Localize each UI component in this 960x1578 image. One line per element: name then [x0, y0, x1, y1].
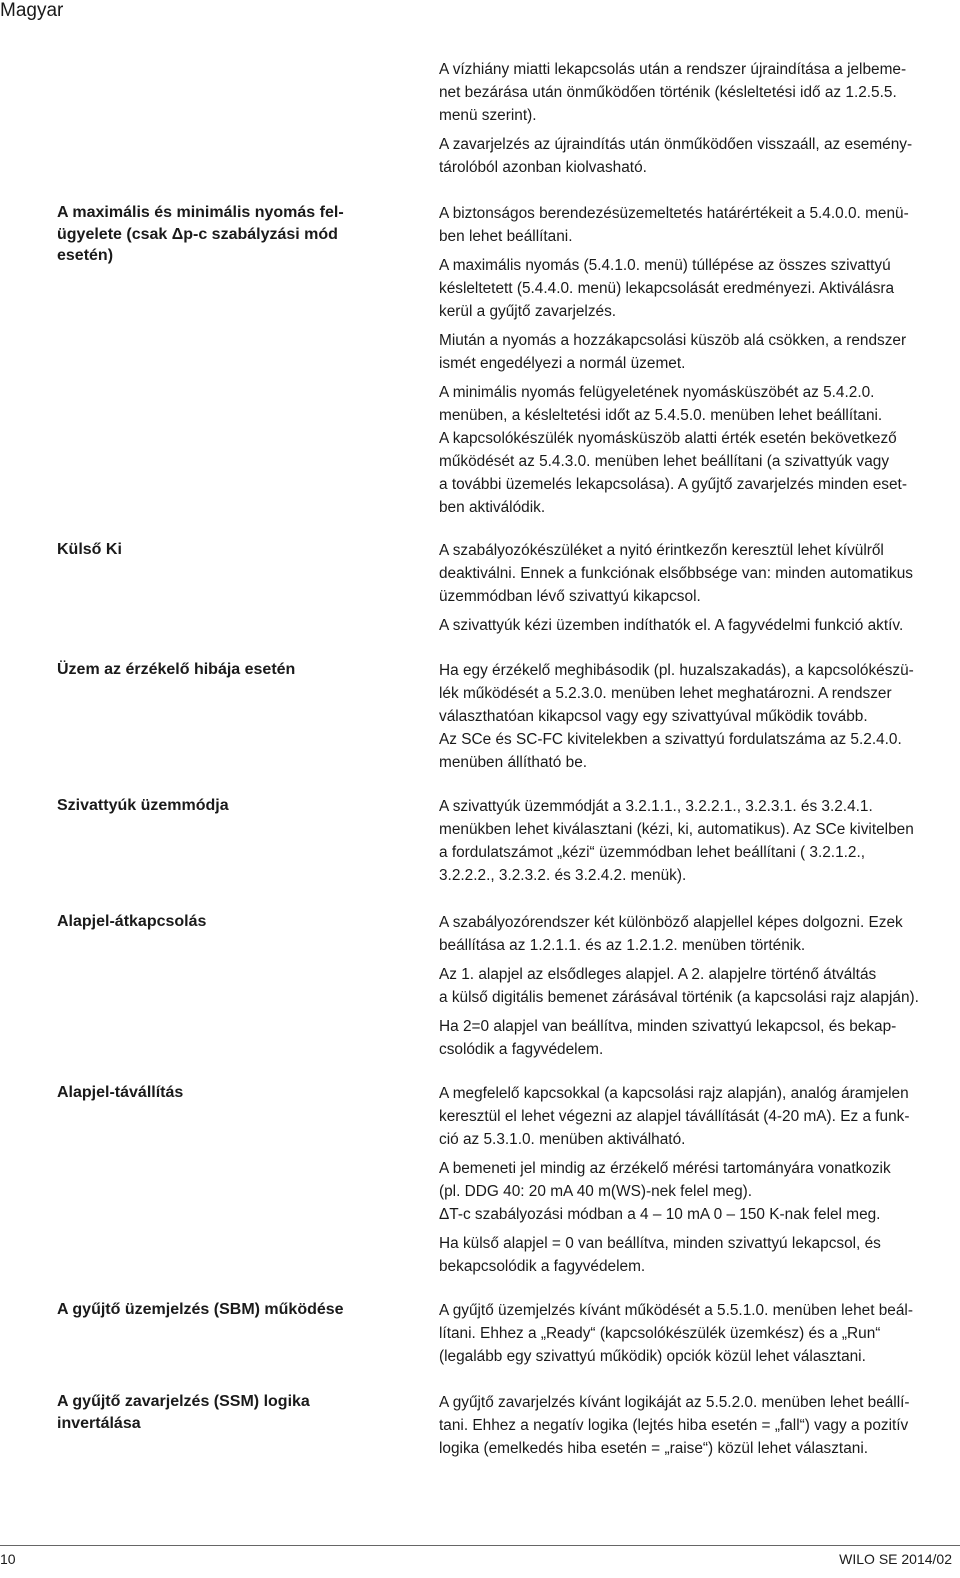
section-text: [439, 795, 955, 887]
section-paragraph: Ha külső alapjel = 0 van beállítva, minden szivattyú lekapcsol, és bekapcsolódik a fagyvédelem.: [439, 1235, 881, 1275]
section-label: A maximális és minimális nyomás fel- ügyelete (csak Δp-c szabályzási mód esetén): [57, 204, 344, 264]
intro-paragraph: A zavarjelzés az újraindítás után önműködően visszaáll, az esemény- tárolóból azonban kiolvasható.: [439, 136, 913, 176]
section-paragraph: Ha 2=0 alapjel van beállítva, minden szivattyú lekapcsol, és bekap- csolódik a fagyvédelem.: [439, 1018, 897, 1058]
intro-text: [439, 58, 955, 179]
language-header: Magyar: [0, 0, 64, 21]
section-label: Alapjel-távállítás: [57, 1084, 184, 1101]
section-paragraph: Az 1. alapjel az elsődleges alapjel. A 2. alapjelre történő átváltás a külső digitális bemenet zárásával történik (a kapcsolási rajz alapján).: [439, 966, 919, 1006]
section-paragraph: A szabályozókészüléket a nyitó érintkezőn keresztül lehet kívülről deaktiválni. Ennek a funkciónak elsőbbsége van: minden automatikus üzemmódban lévő szivattyú kikapcsol.: [439, 542, 913, 605]
section-label: Szivattyúk üzemmódja: [57, 797, 229, 814]
footer-divider: [0, 1545, 960, 1546]
section-label: A gyűjtő zavarjelzés (SSM) logika invertálása: [57, 1393, 310, 1432]
section-paragraph: A bemeneti jel mindig az érzékelő mérési tartományára vonatkozik (pl. DDG 40: 20 mA 40 m(WS)-nek felel meg). ΔT-c szabályozási módban a 4 – 10 mA 0 – 150 K-nak felel meg.: [439, 1160, 891, 1223]
section-text: [439, 202, 955, 519]
section-label: A gyűjtő üzemjelzés (SBM) működése: [57, 1301, 344, 1318]
section-label: Alapjel-átkapcsolás: [57, 913, 207, 930]
section-paragraph: A gyűjtő üzemjelzés kívánt működését a 5.5.1.0. menüben lehet beál- lítani. Ehhez a „Ready“ (kapcsolókészülék üzemkész) és a „Run“ (legalább egy szivattyú működik) opciók közül lehet választani.: [439, 1302, 913, 1365]
section-label: Külső Ki: [57, 541, 122, 558]
section-text: [439, 1391, 955, 1460]
section-text: [439, 1299, 955, 1368]
intro-paragraph: A vízhiány miatti lekapcsolás után a rendszer újraindítása a jelbeme- net bezárása után önműködően történik (késleltetési idő az 1.2.5.5. menü szerint).: [439, 61, 907, 124]
section-text: [439, 659, 955, 774]
section-paragraph: A biztonságos berendezésüzemeltetés határértékeit a 5.4.0.0. menü- ben lehet beállítani.: [439, 205, 909, 245]
section-paragraph: Ha egy érzékelő meghibásodik (pl. huzalszakadás), a kapcsolókészü- lék működését a 5.2.3.0. menüben lehet meghatározni. A rendszer választhatóan kikapcsol vagy egy szivattyúval működik tovább. Az SCe és SC-FC kivitelekben a szivattyú fordulatszáma az 5.2.4.0. menüben állítható be.: [439, 662, 914, 771]
section-label: Üzem az érzékelő hibája esetén: [57, 661, 296, 678]
section-paragraph: A szivattyúk üzemmódját a 3.2.1.1., 3.2.2.1., 3.2.3.1. és 3.2.4.1. menükben lehet kiválasztani (kézi, ki, automatikus). Az SCe kivitelben a fordulatszámot „kézi“ üzemmódban lehet beállítani ( 3.2.1.2., 3.2.2.2., 3.2.3.2. és 3.2.4.2. menük).: [439, 798, 914, 884]
section-text: [439, 911, 955, 1061]
section-paragraph: A megfelelő kapcsokkal (a kapcsolási rajz alapján), analóg áramjelen keresztül el lehet végezni az alapjel távállítását (4-20 mA). Ez a funk- ció az 5.3.1.0. menüben aktiválható.: [439, 1085, 910, 1148]
page-number: 10: [0, 1551, 16, 1567]
section-paragraph: A maximális nyomás (5.4.1.0. menü) túllépése az összes szivattyú késleltetett (5.4.4.0. menü) lekapcsolását eredményezi. Aktiválásra kerül a gyűjtő zavarjelzés.: [439, 257, 895, 320]
section-paragraph: A szabályozórendszer két különböző alapjellel képes dolgozni. Ezek beállítása az 1.2.1.1. és az 1.2.1.2. menüben történik.: [439, 914, 903, 954]
section-paragraph: Miután a nyomás a hozzákapcsolási küszöb alá csökken, a rendszer ismét engedélyezi a normál üzemet.: [439, 332, 907, 372]
section-paragraph: A szivattyúk kézi üzemben indíthatók el. A fagyvédelmi funkció aktív.: [439, 617, 904, 634]
section-paragraph: A minimális nyomás felügyeletének nyomásküszöbét az 5.4.2.0. menüben, a késleltetési időt az 5.4.5.0. menüben lehet beállítani. A kapcsolókészülék nyomásküszöb alatti érték esetén bekövetkező működését az 5.4.3.0. menüben lehet beállítani (a szivattyúk vagy a további üzemelés lekapcsolása). A gyűjtő zavarjelzés minden eset- ben aktiválódik.: [439, 384, 907, 516]
section-text: [439, 539, 955, 637]
section-paragraph: A gyűjtő zavarjelzés kívánt logikáját az 5.5.2.0. menüben lehet beállí- tani. Ehhez a negatív logika (lejtés hiba esetén = „fall“) vagy a pozitív logika (emelkedés hiba esetén = „raise“) közül lehet választani.: [439, 1394, 910, 1457]
section-text: [439, 1082, 955, 1278]
footer-brand: WILO SE 2014/02: [839, 1551, 952, 1567]
